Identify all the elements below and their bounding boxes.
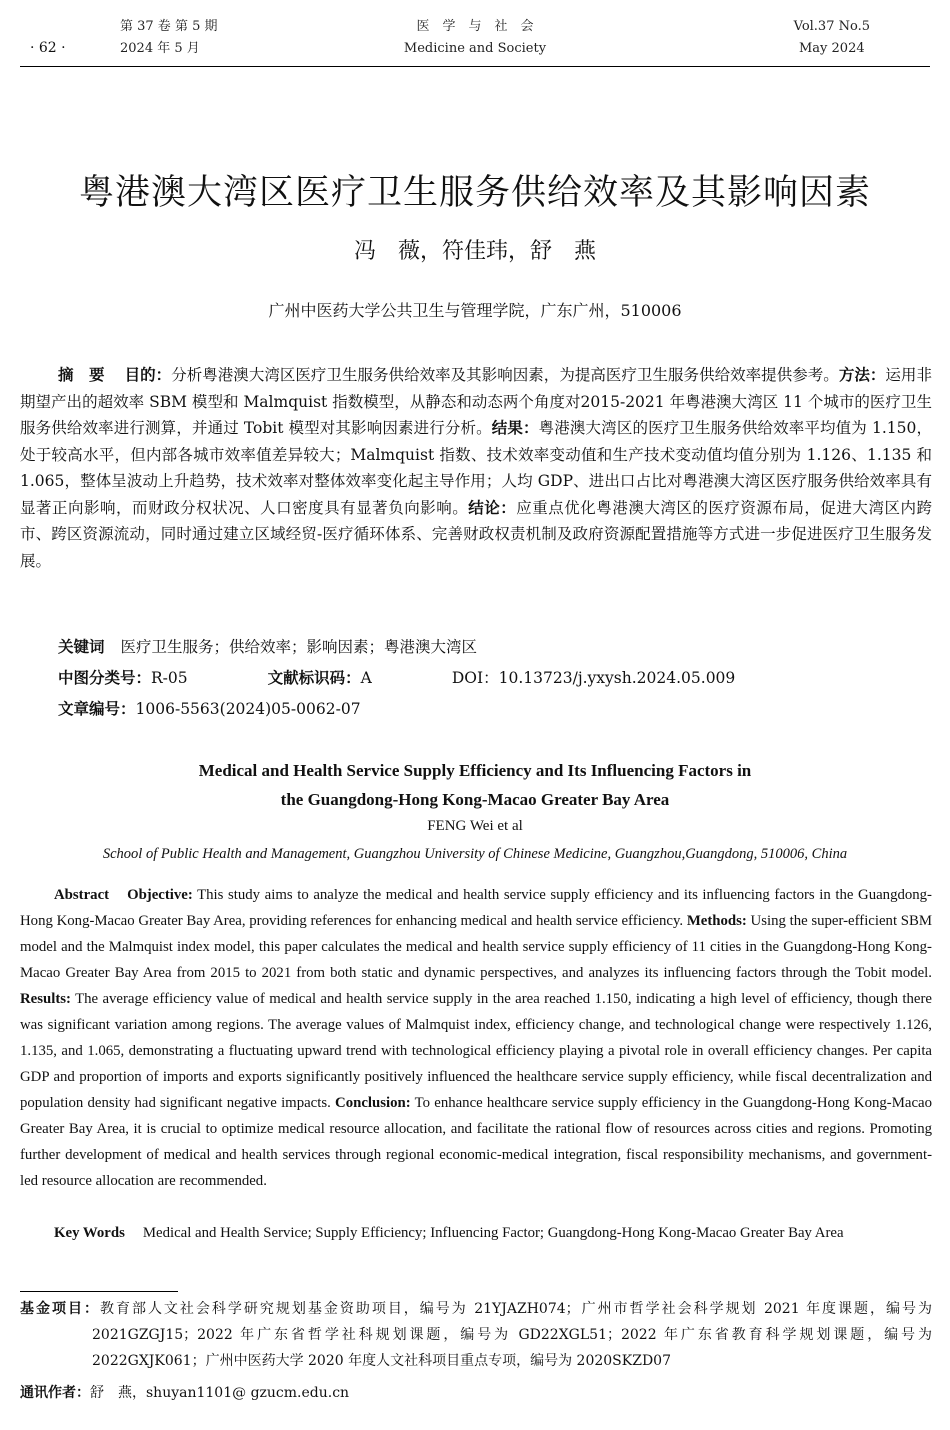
corresponding-author-label: 通讯作者： bbox=[20, 1385, 90, 1401]
conclusion-en-text: To enhance healthcare service supply efficiency in the Guangdong-Hong Kong-Macao Greater Bay Area, it is crucial to optimize medical resource allocation, and facilitate the rational flow of resources across cities and regions. Promoting further development of medical and health services through regional economic-medical integration, fiscal responsibility mechanisms, and government-led resource allocation are recommended. bbox=[20, 1095, 932, 1189]
conclusion-cn-text: 应重点优化粤港澳大湾区的医疗资源布局，促进大湾区内跨市、跨区资源流动，同时通过建立区域经贸-医疗循环体系、完善财政权责机制及政府资源配置措施等方式进一步促进医疗卫生服务发展。 bbox=[20, 498, 932, 570]
abstract-cn-label: 摘 要 bbox=[58, 365, 105, 384]
doi: DOI：10.13723/j.yxysh.2024.05.009 bbox=[451, 669, 736, 687]
abstract-cn bbox=[20, 362, 932, 574]
funding-note bbox=[20, 1296, 932, 1374]
methods-cn-text: 运用非期望产出的超效率 SBM 模型和 Malmquist 指数模型，从静态和动态两个角度对2015-2021 年粤港澳大湾区 11 个城市的医疗卫生服务供给效率进行测算，并通过 Tobit 模型对其影响因素进行分析。 bbox=[20, 366, 932, 437]
methods-cn-label: 方法： bbox=[838, 365, 886, 384]
paper-title: 粤港澳大湾区医疗卫生服务供给效率及其影响因素 bbox=[78, 173, 871, 214]
objective-cn-text: 分析粤港澳大湾区医疗卫生服务供给效率及其影响因素，为提高医疗卫生服务供给效率提供参考。 bbox=[171, 366, 839, 384]
footnote-rule bbox=[20, 1291, 178, 1292]
author-en: FENG Wei et al bbox=[427, 818, 523, 834]
header-volume-cn: 第 37 卷 第 5 期 bbox=[120, 19, 218, 34]
keywords-en-label: Key Words bbox=[54, 1225, 125, 1241]
paper-title-en-line1: Medical and Health Service Supply Efficiency and Its Influencing Factors in bbox=[198, 761, 752, 780]
results-cn-text: 粤港澳大湾区的医疗卫生服务供给效率平均值为 1.150，处于较高水平，但内部各城市效率值差异较大；Malmquist 指数、技术效率变动值和生产技术变动值均值分别为 1.126、1.135 和 1.065，整体呈波动上升趋势，技术效率对整体效率变化起主导作用；人均 GDP、进出口占比对粤港澳大湾区医疗服务供给效率具有显著正向影响，而财政分权状况、人口密度具有显著负向影响。 bbox=[20, 419, 932, 517]
keywords-cn-text: 医疗卫生服务；供给效率；影响因素；粤港澳大湾区 bbox=[120, 638, 478, 656]
header-date-cn: 2024 年 5 月 bbox=[120, 41, 200, 56]
header-journal-name-cn: 医 学 与 社 会 bbox=[416, 19, 534, 34]
header-rule bbox=[20, 66, 930, 67]
objective-cn-label: 目的： bbox=[124, 365, 172, 384]
results-cn-label: 结果： bbox=[491, 418, 539, 437]
header-date-en: May 2024 bbox=[799, 41, 865, 56]
clc-value: R-05 bbox=[151, 669, 188, 687]
keywords-cn bbox=[58, 634, 477, 660]
funding-label: 基金项目： bbox=[20, 1301, 100, 1317]
conclusion-cn-label: 结论： bbox=[468, 497, 517, 517]
paper-title-en bbox=[0, 756, 950, 814]
page-number: · 62 · bbox=[30, 40, 66, 56]
methods-en-text: Using the super-efficient SBM model and the Malmquist index model, this paper calculates the medical and health service supply efficiency of 11 cities in the Guangdong-Hong Kong-Macao Greater Bay Area from 2015 to 2021 from both static and dynamic perspectives, and analyzes its influencing factors through the Tobit model. bbox=[20, 913, 933, 981]
header-volume-en: Vol.37 No.5 bbox=[793, 19, 870, 34]
corresponding-author-note bbox=[20, 1380, 932, 1406]
results-en-label: Results: bbox=[20, 991, 71, 1007]
header-journal-name-en: Medicine and Society bbox=[403, 41, 547, 56]
header-journal-issue-en bbox=[794, 16, 870, 60]
objective-en-label: Objective: bbox=[127, 887, 193, 903]
objective-en-text: This study aims to analyze the medical and health service supply efficiency and its influencing factors in the Guangdong-Hong Kong-Macao Greater Bay Area, providing references for enhancing medical and health service efficiency. bbox=[20, 887, 932, 929]
affiliation-en: School of Public Health and Management, Guangzhou University of Chinese Medicine, Guangzhou,Guangdong, 510006, China bbox=[102, 846, 848, 862]
article-number-cn bbox=[58, 696, 361, 722]
paper-title-en-line2: the Guangdong-Hong Kong-Macao Greater Bay Area bbox=[280, 790, 670, 809]
affiliation: 广州中医药大学公共卫生与管理学院，广东广州，510006 bbox=[268, 301, 682, 320]
abstract-en-label: Abstract bbox=[54, 887, 110, 903]
author-list: 冯 薇，符佳玮，舒 燕 bbox=[353, 239, 596, 264]
article-number-label: 文章编号： bbox=[58, 699, 136, 718]
keywords-en-text: Medical and Health Service; Supply Efficiency; Influencing Factor; Guangdong-Hong Kong-Macao Greater Bay Area bbox=[142, 1225, 844, 1241]
doc-code-value: A bbox=[360, 669, 372, 687]
conclusion-en-label: Conclusion: bbox=[335, 1095, 411, 1111]
abstract-en bbox=[20, 882, 932, 1194]
results-en-text: The average efficiency value of medical and health service supply in the area reached 1.150, indicating a high level of efficiency, though there was significant variation among regions. The average values of Malmquist index, efficiency change, and technological change were respectively 1.126, 1.135, and 1.065, demonstrating a fluctuating upward trend with technological efficiency playing a pivotal role in overall efficiency changes. Per capita GDP and proportion of imports and exports significantly positively influenced the healthcare service supply efficiency, while fiscal decentralization and population density had significant negative impacts. bbox=[20, 991, 932, 1111]
keywords-en bbox=[20, 1220, 932, 1246]
article-number-value: 1006-5563(2024)05-0062-07 bbox=[135, 700, 361, 718]
keywords-cn-label: 关键词 bbox=[58, 637, 105, 656]
doc-code-label: 文献标识码： bbox=[267, 668, 361, 687]
methods-en-label: Methods: bbox=[686, 913, 747, 929]
corresponding-author-text: 舒 燕，shuyan1101@ gzucm.edu.cn bbox=[90, 1385, 350, 1401]
classification-cn bbox=[58, 665, 938, 691]
clc-label: 中图分类号： bbox=[58, 668, 152, 687]
funding-text: 教育部人文社会科学研究规划基金资助项目，编号为 21YJAZH074；广州市哲学社会科学规划 2021 年度课题，编号为 2021GZGJ15；2022 年广东省哲学社科规划课题，编号为 GD22XGL51；2022 年广东省教育科学规划课题，编号为 2022GXJK061；广州中医药大学 2020 年度人文社科项目重点专项，编号为 2020SKZD07 bbox=[92, 1301, 933, 1369]
